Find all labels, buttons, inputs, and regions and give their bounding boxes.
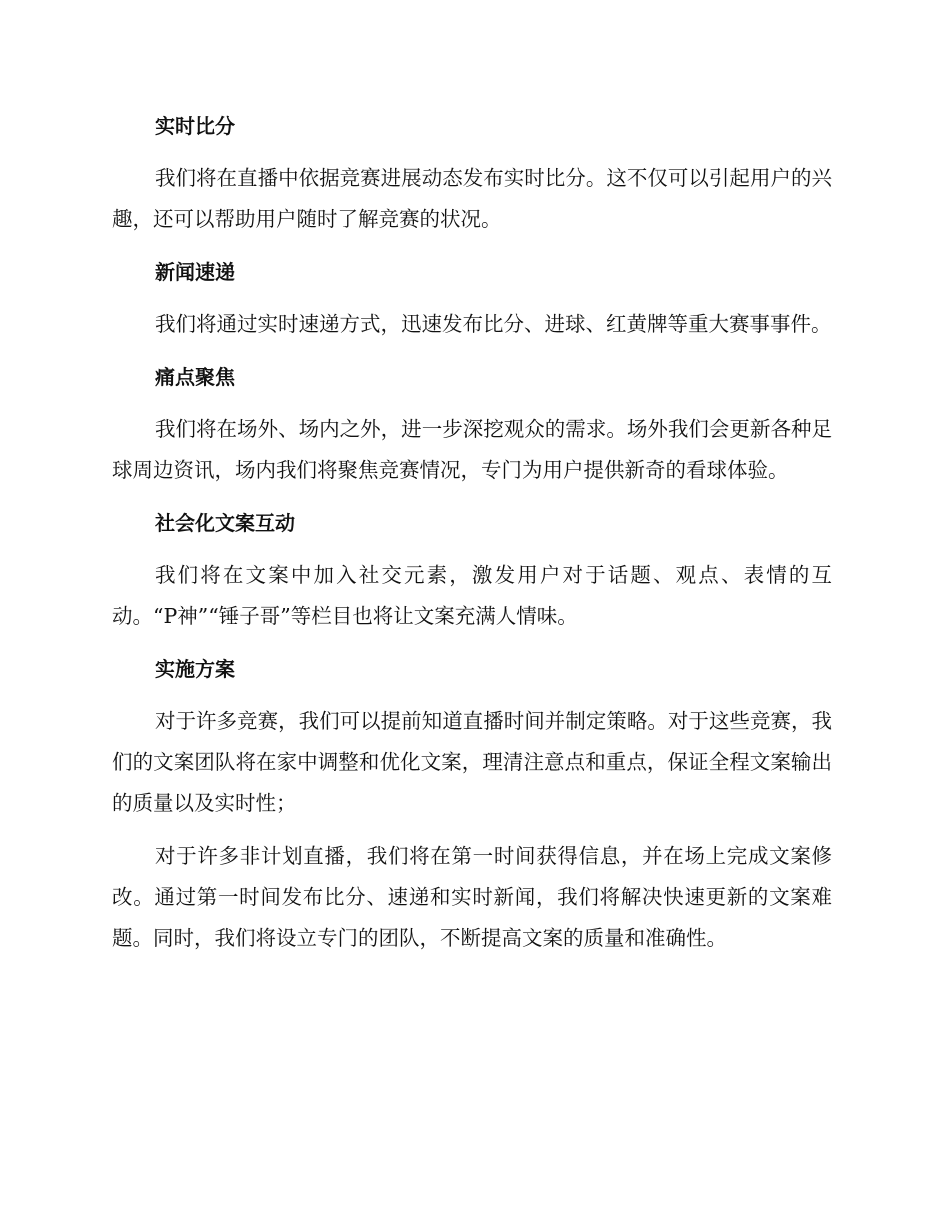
- section-paragraph: 我们将在场外、场内之外，进一步深挖观众的需求。场外我们会更新各种足球周边资讯，场内我们将聚焦竞赛情况，专门为用户提供新奇的看球体验。: [112, 417, 832, 482]
- section-paragraph: 对于许多非计划直播，我们将在第一时间获得信息，并在场上完成文案修改。通过第一时间发布比分、速递和实时新闻，我们将解决快速更新的文案难题。同时，我们将设立专门的团队，不断提高文案的质量和准确性。: [112, 844, 832, 950]
- section-paragraph: 对于许多竞赛，我们可以提前知道直播时间并制定策略。对于这些竞赛，我们的文案团队将在家中调整和优化文案，理清注意点和重点，保证全程文案输出的质量以及实时性；: [112, 709, 832, 815]
- section-realtime-score: [112, 106, 832, 240]
- section-heading: 实时比分: [155, 114, 235, 138]
- section-paragraph: 我们将通过实时速递方式，迅速发布比分、进球、红黄牌等重大赛事事件。: [155, 312, 832, 336]
- section-heading: 痛点聚焦: [155, 365, 235, 389]
- section-paragraph: 我们将在文案中加入社交元素，激发用户对于话题、观点、表情的互动。“P神”“锤子哥”等栏目也将让文案充满人情味。: [112, 563, 832, 628]
- section-heading: 新闻速递: [155, 260, 235, 284]
- section-paragraph: 我们将在直播中依据竞赛进展动态发布实时比分。这不仅可以引起用户的兴趣，还可以帮助用户随时了解竞赛的状况。: [112, 166, 832, 231]
- section-heading: 实施方案: [155, 657, 235, 681]
- section-heading: 社会化文案互动: [155, 511, 295, 535]
- section-implementation-plan: [112, 649, 832, 959]
- section-pain-point-focus: [112, 357, 832, 491]
- section-social-copy-interaction: [112, 503, 832, 637]
- section-news-express: [112, 252, 832, 345]
